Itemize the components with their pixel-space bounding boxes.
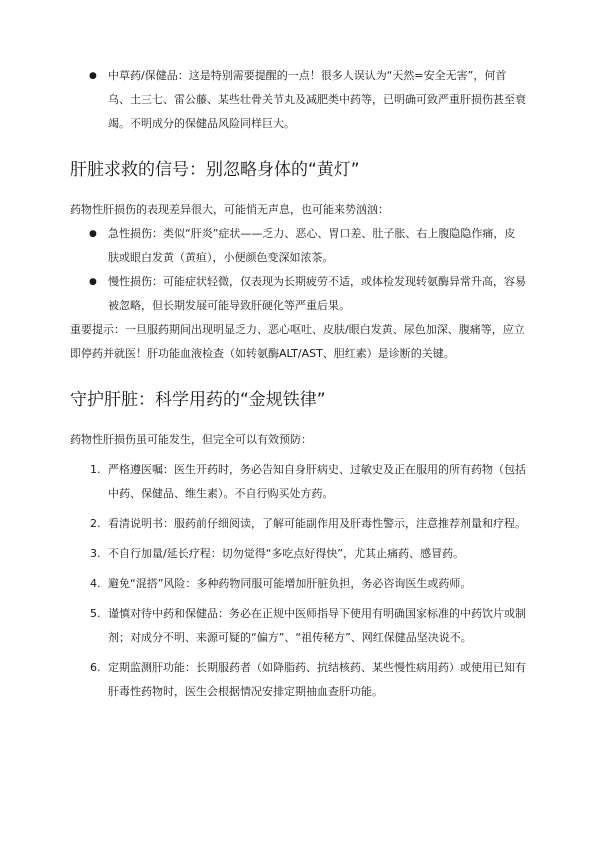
item-text: 不自行加量/延长疗程：切勿觉得“多吃点好得快”，尤其止痛药、感冒药。 — [108, 547, 465, 560]
item-text: 谨慎对待中药和保健品：务必在正规中医师指导下使用有明确国家标准的中药饮片或制剂；对成分不明、来源可疑的“偏方”、“祖传秘方”、网红保健品坚决说不。 — [108, 607, 526, 644]
item-number: 5. — [90, 607, 101, 620]
item-text: 避免“混搭”风险：多种药物同服可能增加肝脏负担，务必咨询医生或药师。 — [108, 577, 472, 590]
item-number: 6. — [90, 661, 101, 674]
item-number: 2. — [90, 517, 101, 530]
list-item — [70, 572, 526, 596]
list-item — [70, 64, 526, 136]
section-intro: 药物性肝损伤的表现差异很大，可能悄无声息，也可能来势汹汹： — [70, 203, 389, 216]
list-item — [70, 542, 526, 566]
bullet-dot-icon: ● — [89, 229, 97, 239]
bullet-dot-icon: ● — [89, 71, 97, 81]
top-bullet-list — [70, 64, 526, 136]
item-text: 看清说明书：服药前仔细阅读，了解可能副作用及肝毒性警示，注意推荐剂量和疗程。 — [108, 517, 526, 530]
list-item — [70, 458, 526, 506]
section-intro: 药物性肝损伤虽可能发生，但完全可以有效预防： — [70, 433, 312, 446]
bullet-dot-icon: ● — [89, 277, 97, 287]
bullet-text: 急性损伤：类似“肝炎”症状——乏力、恶心、胃口差、肚子胀、右上腹隐隐作痛，皮肤或眼白发黄（黄疸），小便颜色变深如浓茶。 — [108, 227, 516, 264]
bullet-text: 慢性损伤：可能症状轻微，仅表现为长期疲劳不适，或体检发现转氨酶异常升高，容易被忽略，但长期发展可能导致肝硬化等严重后果。 — [108, 275, 526, 312]
list-item — [70, 270, 526, 318]
rules-list — [70, 458, 526, 704]
item-number: 4. — [90, 577, 101, 590]
item-text: 定期监测肝功能：长期服药者（如降脂药、抗结核药、某些慢性病用药）或使用已知有肝毒性药物时，医生会根据情况安排定期抽血查肝功能。 — [108, 661, 526, 698]
item-number: 3. — [90, 547, 101, 560]
list-item — [70, 602, 526, 650]
important-note: 重要提示：一旦服药期间出现明显乏力、恶心呕吐、皮肤/眼白发黄、尿色加深、腹痛等，应立即停药并就医！肝功能血液检查（如转氨酶ALT/AST、胆红素）是诊断的关键。 — [70, 323, 525, 360]
list-item — [70, 512, 526, 536]
item-text: 严格遵医嘱：医生开药时，务必告知自身肝病史、过敏史及正在服用的所有药物（包括中药、保健品、维生素）。不自行购买处方药。 — [108, 463, 526, 500]
section-heading-signals: 肝脏求救的信号：别忽略身体的“黄灯” — [70, 160, 360, 180]
list-item — [70, 656, 526, 704]
symptom-list — [70, 222, 526, 318]
bullet-text: 中草药/保健品：这是特别需要提醒的一点！很多人误认为“天然=安全无害”，何首乌、土三七、雷公藤、某些壮骨关节丸及减肥类中药等，已明确可致严重肝损伤甚至衰竭。不明成分的保健品风险同样巨大。 — [108, 69, 526, 130]
item-number: 1. — [90, 463, 101, 476]
section-heading-rules: 守护肝脏：科学用药的“金规铁律” — [70, 390, 326, 410]
list-item — [70, 222, 526, 270]
